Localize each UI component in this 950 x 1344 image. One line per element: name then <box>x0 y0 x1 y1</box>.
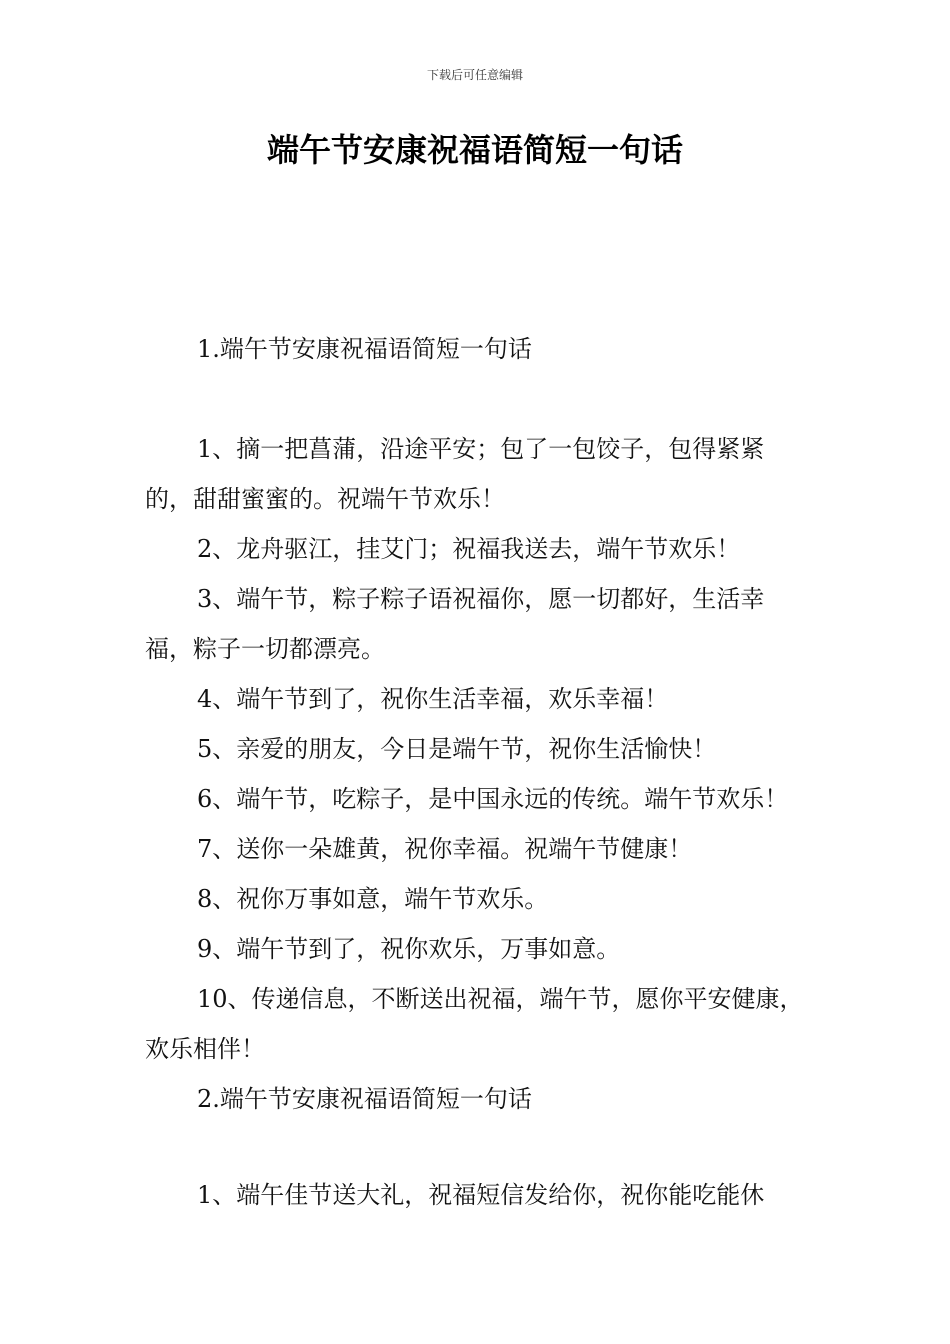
list-item: 9、端午节到了，祝你欢乐，万事如意。 <box>197 935 621 963</box>
list-item: 5、亲爱的朋友，今日是端午节，祝你生活愉快！ <box>197 735 717 763</box>
header-note: 下载后可任意编辑 <box>426 68 523 82</box>
list-item: 8、祝你万事如意，端午节欢乐。 <box>197 885 549 913</box>
list-item: 2、龙舟驱江，挂艾门；祝福我送去，端午节欢乐！ <box>197 535 741 563</box>
list-item: 3、端午节，粽子粽子语祝福你，愿一切都好，生活幸福，粽子一切都漂亮。 <box>145 585 765 663</box>
document-title: 端午节安康祝福语简短一句话 <box>266 131 683 169</box>
list-item: 1、端午佳节送大礼，祝福短信发给你，祝你能吃能休 <box>197 1181 765 1209</box>
list-item: 6、端午节，吃粽子，是中国永远的传统。端午节欢乐！ <box>197 785 789 813</box>
list-item: 4、端午节到了，祝你生活幸福，欢乐幸福！ <box>197 685 669 713</box>
list-item: 10、传递信息，不断送出祝福，端午节，愿你平安健康，欢乐相伴！ <box>145 985 804 1063</box>
section-2-list <box>145 1170 810 1220</box>
section-1-list <box>145 424 810 1124</box>
list-item: 1、摘一把菖蒲，沿途平安；包了一包饺子，包得紧紧的，甜甜蜜蜜的。祝端午节欢乐！ <box>145 435 765 513</box>
list-item: 7、送你一朵雄黄，祝你幸福。祝端午节健康！ <box>197 835 693 863</box>
section-heading-2: 2.端午节安康祝福语简短一句话 <box>197 1085 532 1113</box>
section-heading-1: 1.端午节安康祝福语简短一句话 <box>197 335 532 363</box>
